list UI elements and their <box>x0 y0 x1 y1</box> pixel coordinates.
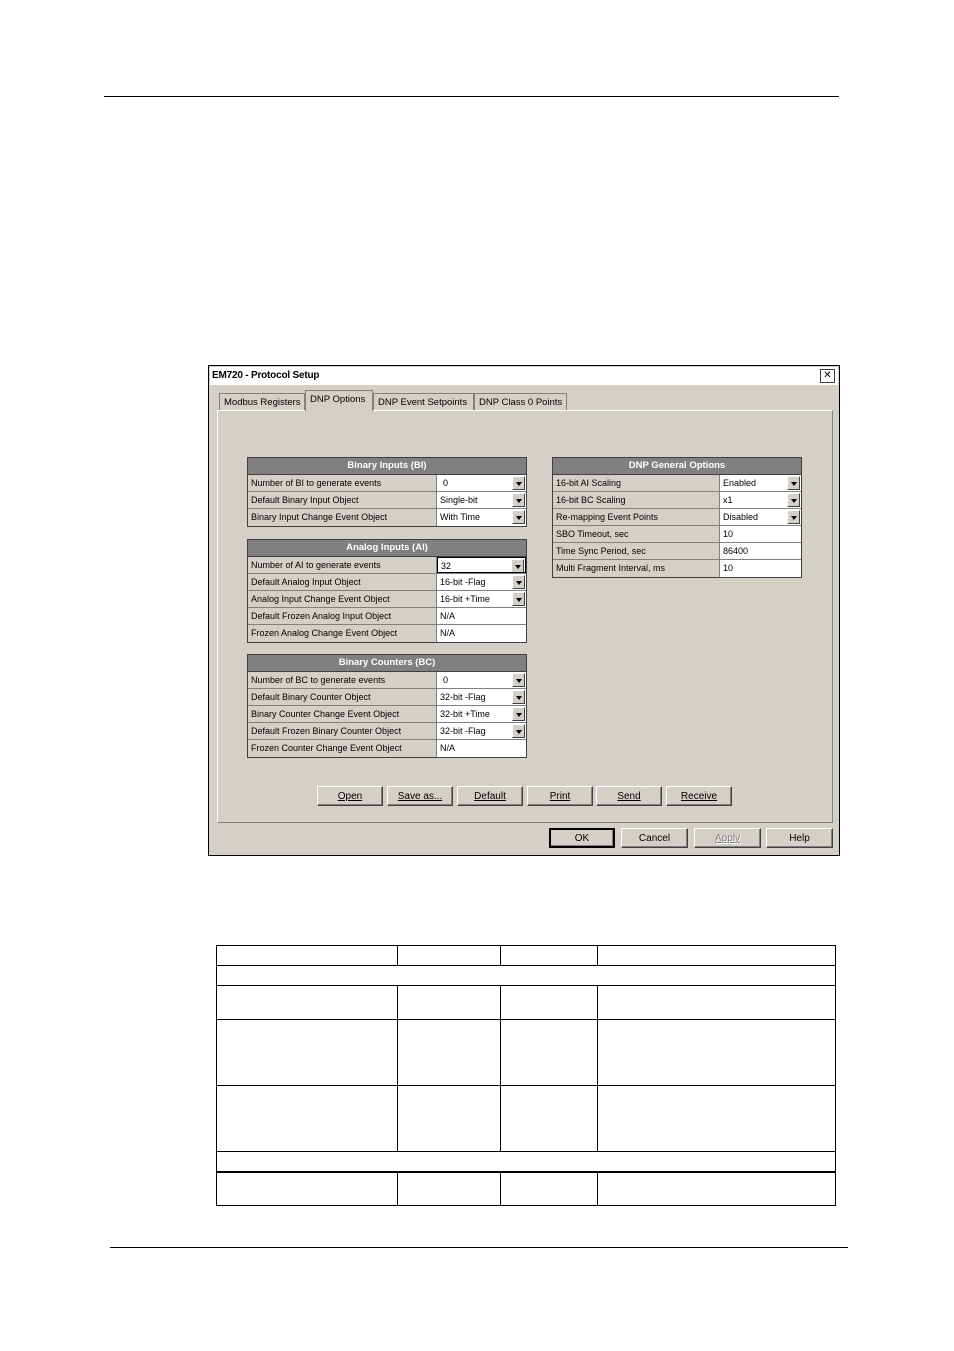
general-options-heading: DNP General Options <box>553 458 801 475</box>
window-title: EM720 - Protocol Setup <box>212 370 320 381</box>
analog-inputs-group <box>247 539 527 643</box>
bc-events-count-row <box>248 672 526 689</box>
table-cell <box>398 1172 501 1206</box>
table-cell <box>217 1086 398 1152</box>
footer-rule <box>110 1247 848 1248</box>
ai-scaling-select[interactable]: Enabled <box>720 475 801 491</box>
multi-fragment-field[interactable]: 10 <box>720 560 801 577</box>
table-cell <box>501 1020 598 1086</box>
general-options-group <box>552 457 802 578</box>
sbo-timeout-label: SBO Timeout, sec <box>553 526 720 542</box>
ai-frozen-change-row <box>248 625 526 642</box>
table-cell <box>217 1152 836 1172</box>
bc-change-event-row <box>248 706 526 723</box>
options-table <box>216 945 836 1206</box>
multi-fragment-row <box>553 560 801 577</box>
ai-frozen-change-value: N/A <box>437 625 526 642</box>
tab-dnp-event-setpoints[interactable]: DNP Event Setpoints <box>373 393 474 410</box>
title-bar[interactable] <box>210 367 838 385</box>
ai-frozen-object-row <box>248 608 526 625</box>
send-button[interactable]: Send <box>596 786 662 806</box>
table-row <box>217 966 836 986</box>
chevron-down-icon[interactable] <box>512 673 525 687</box>
remapping-label: Re-mapping Event Points <box>553 509 720 525</box>
bc-events-count-select[interactable]: 0 <box>437 672 526 688</box>
binary-counters-heading: Binary Counters (BC) <box>248 655 526 672</box>
bc-frozen-change-row <box>248 740 526 757</box>
apply-button[interactable]: Apply <box>694 828 761 848</box>
bc-default-object-row <box>248 689 526 706</box>
table-cell <box>217 986 398 1020</box>
bi-change-event-row <box>248 509 526 526</box>
table-row <box>217 1020 836 1086</box>
ai-change-event-select[interactable]: 16-bit +Time <box>437 591 526 607</box>
open-button[interactable]: Open <box>317 786 383 806</box>
save-as-button[interactable]: Save as... <box>387 786 453 806</box>
time-sync-row <box>553 543 801 560</box>
ai-frozen-object-value: N/A <box>437 608 526 624</box>
table-cell <box>398 1020 501 1086</box>
bc-default-object-label: Default Binary Counter Object <box>248 689 437 705</box>
bc-scaling-select[interactable]: x1 <box>720 492 801 508</box>
tab-dnp-options[interactable]: DNP Options <box>305 390 373 411</box>
table-cell <box>501 1086 598 1152</box>
chevron-down-icon[interactable] <box>512 510 525 524</box>
chevron-down-icon[interactable] <box>512 493 525 507</box>
table-cell <box>217 946 398 966</box>
table-row <box>217 1172 836 1206</box>
table-row <box>217 1086 836 1152</box>
bc-frozen-change-label: Frozen Counter Change Event Object <box>248 740 437 757</box>
ai-default-object-label: Default Analog Input Object <box>248 574 437 590</box>
bc-default-object-select[interactable]: 32-bit -Flag <box>437 689 526 705</box>
close-icon[interactable]: ✕ <box>820 369 835 383</box>
ai-change-event-label: Analog Input Change Event Object <box>248 591 437 607</box>
binary-inputs-heading: Binary Inputs (BI) <box>248 458 526 475</box>
ai-default-object-select[interactable]: 16-bit -Flag <box>437 574 526 590</box>
chevron-down-icon[interactable] <box>511 559 524 573</box>
table-cell <box>501 986 598 1020</box>
chevron-down-icon[interactable] <box>787 493 800 507</box>
cancel-button[interactable]: Cancel <box>621 828 688 848</box>
print-button[interactable]: Print <box>527 786 593 806</box>
bc-change-event-label: Binary Counter Change Event Object <box>248 706 437 722</box>
table-cell <box>598 1172 836 1206</box>
header-rule <box>104 96 839 97</box>
ai-scaling-row <box>553 475 801 492</box>
help-button[interactable]: Help <box>766 828 833 848</box>
bc-frozen-change-value: N/A <box>437 740 526 757</box>
ai-frozen-change-label: Frozen Analog Change Event Object <box>248 625 437 642</box>
chevron-down-icon[interactable] <box>787 476 800 490</box>
receive-button[interactable]: Receive <box>666 786 732 806</box>
multi-fragment-label: Multi Fragment Interval, ms <box>553 560 720 577</box>
chevron-down-icon[interactable] <box>512 724 525 738</box>
chevron-down-icon[interactable] <box>512 476 525 490</box>
tab-dnp-class-0-points[interactable]: DNP Class 0 Points <box>474 393 567 410</box>
sbo-timeout-field[interactable]: 10 <box>720 526 801 542</box>
bc-scaling-row <box>553 492 801 509</box>
bc-frozen-object-row <box>248 723 526 740</box>
sbo-timeout-row <box>553 526 801 543</box>
ai-change-event-row <box>248 591 526 608</box>
ai-events-count-row <box>248 557 526 574</box>
remapping-select[interactable]: Disabled <box>720 509 801 525</box>
bc-frozen-object-select[interactable]: 32-bit -Flag <box>437 723 526 739</box>
chevron-down-icon[interactable] <box>787 510 800 524</box>
ai-scaling-label: 16-bit AI Scaling <box>553 475 720 491</box>
table-cell <box>598 1086 836 1152</box>
bc-events-count-label: Number of BC to generate events <box>248 672 437 688</box>
table-cell <box>398 986 501 1020</box>
bi-events-count-select[interactable]: 0 <box>437 475 526 491</box>
bi-events-count-label: Number of BI to generate events <box>248 475 437 491</box>
table-cell <box>598 946 836 966</box>
table-cell <box>598 1020 836 1086</box>
bi-default-object-select[interactable]: Single-bit <box>437 492 526 508</box>
ai-events-count-select[interactable]: 32 <box>437 557 526 573</box>
bi-events-count-row <box>248 475 526 492</box>
chevron-down-icon[interactable] <box>512 575 525 589</box>
bi-default-object-row <box>248 492 526 509</box>
table-cell <box>217 966 836 986</box>
bi-default-object-label: Default Binary Input Object <box>248 492 437 508</box>
ai-frozen-object-label: Default Frozen Analog Input Object <box>248 608 437 624</box>
table-cell <box>501 946 598 966</box>
table-cell <box>501 1172 598 1206</box>
table-cell <box>598 986 836 1020</box>
chevron-down-icon[interactable] <box>512 592 525 606</box>
remapping-row <box>553 509 801 526</box>
table-cell <box>398 1086 501 1152</box>
table-cell <box>217 1020 398 1086</box>
bi-change-event-select[interactable]: With Time <box>437 509 526 526</box>
table-cell <box>398 946 501 966</box>
tab-modbus-registers[interactable]: Modbus Registers <box>219 393 305 410</box>
bc-change-event-select[interactable]: 32-bit +Time <box>437 706 526 722</box>
table-row <box>217 986 836 1020</box>
analog-inputs-heading: Analog Inputs (AI) <box>248 540 526 557</box>
ai-events-count-label: Number of AI to generate events <box>248 557 437 573</box>
protocol-setup-dialog <box>208 365 840 856</box>
bc-scaling-label: 16-bit BC Scaling <box>553 492 720 508</box>
default-button[interactable]: Default <box>457 786 523 806</box>
table-row <box>217 1152 836 1172</box>
table-row <box>217 946 836 966</box>
bc-frozen-object-label: Default Frozen Binary Counter Object <box>248 723 437 739</box>
bi-change-event-label: Binary Input Change Event Object <box>248 509 437 526</box>
binary-counters-group <box>247 654 527 758</box>
time-sync-label: Time Sync Period, sec <box>553 543 720 559</box>
table-cell <box>217 1172 398 1206</box>
chevron-down-icon[interactable] <box>512 707 525 721</box>
chevron-down-icon[interactable] <box>512 690 525 704</box>
binary-inputs-group <box>247 457 527 527</box>
ai-default-object-row <box>248 574 526 591</box>
time-sync-field[interactable]: 86400 <box>720 543 801 559</box>
ok-button[interactable]: OK <box>549 828 615 848</box>
